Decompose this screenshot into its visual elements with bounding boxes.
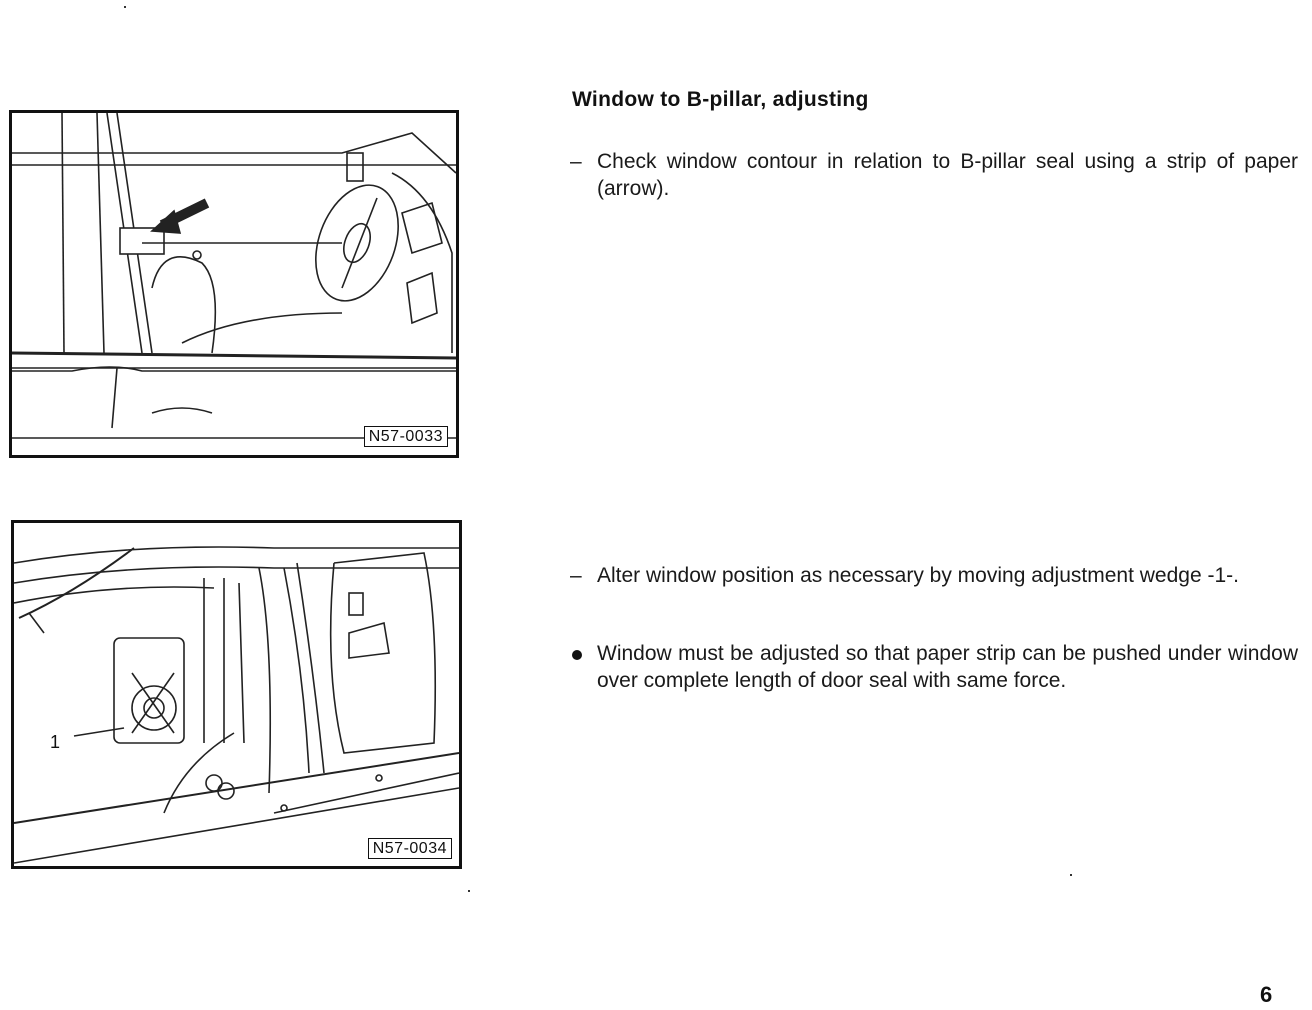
dash-marker: – <box>570 150 582 173</box>
figure-n57-0033 <box>9 110 459 458</box>
scan-speck <box>468 890 470 892</box>
page-number: 6 <box>1260 982 1273 1007</box>
instruction-step <box>570 562 1298 589</box>
window-regulator-illustration <box>14 523 459 866</box>
figure-code: N57-0033 <box>364 426 448 447</box>
note-item <box>570 640 1298 694</box>
figure-code: N57-0034 <box>368 838 452 859</box>
bullet-marker <box>570 640 594 667</box>
callout-label-1: 1 <box>50 732 61 752</box>
dash-marker: – <box>570 564 582 587</box>
b-pillar-illustration <box>12 113 456 455</box>
scan-speck <box>1070 874 1072 876</box>
instruction-text: Alter window position as necessary by moving adjustment wedge -1-. <box>597 564 1239 587</box>
instruction-text: Check window contour in relation to B-pillar seal using a strip of paper (arrow). <box>597 150 1298 200</box>
note-text: Window must be adjusted so that paper strip can be pushed under window over complete length of door seal with same force. <box>597 642 1298 692</box>
section-heading: Window to B-pillar, adjusting <box>572 88 869 111</box>
figure-n57-0034 <box>11 520 462 869</box>
bullet-dot-icon <box>572 650 582 660</box>
instruction-step <box>570 148 1298 202</box>
scan-speck <box>124 6 126 8</box>
